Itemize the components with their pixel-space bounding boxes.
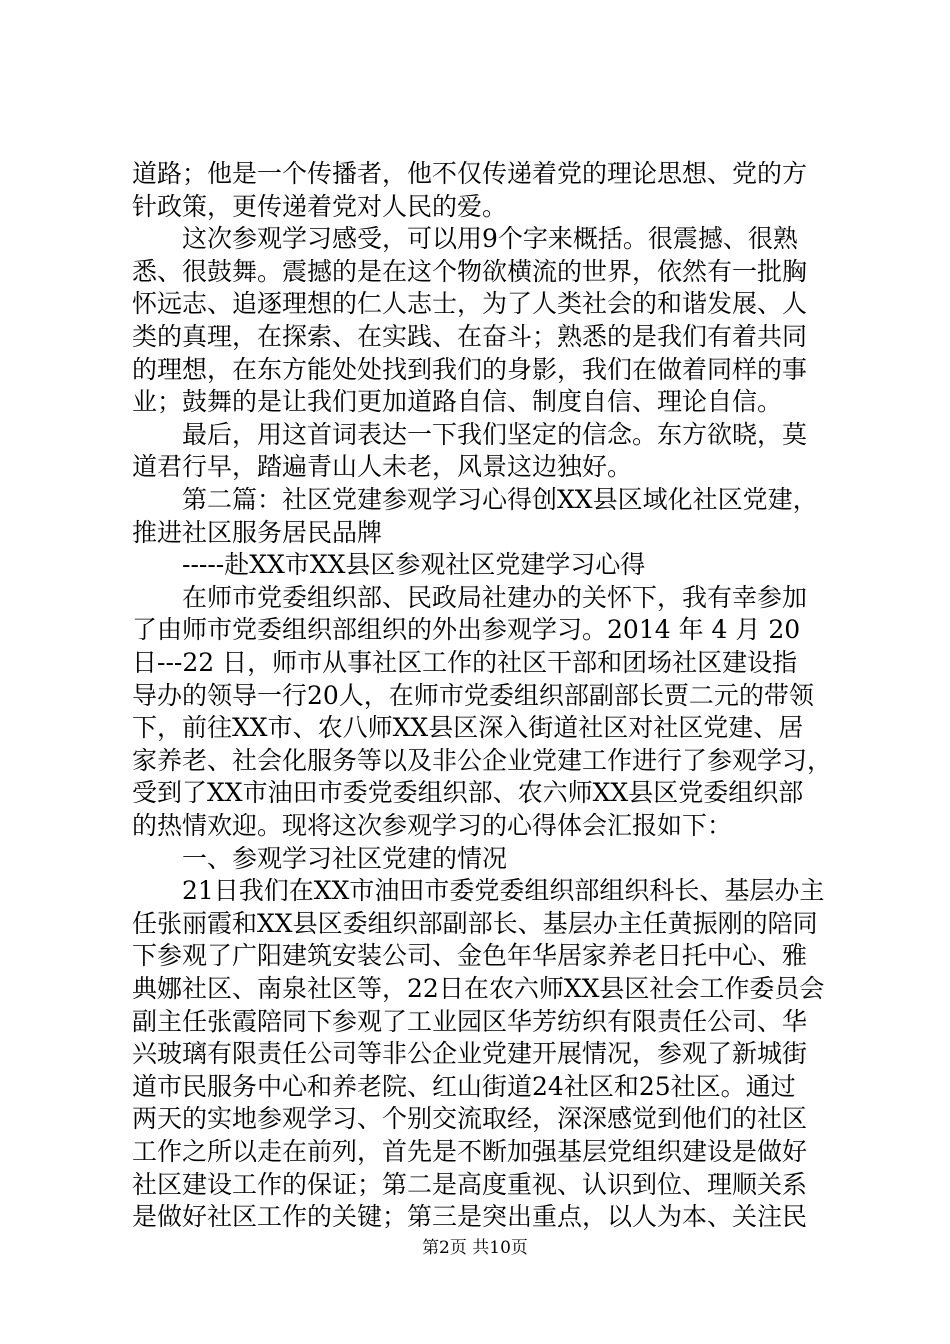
text-line: 悉、很鼓舞。震撼的是在这个物欲横流的世界，依然有一批胸 — [132, 256, 808, 286]
text-line: 社区建设工作的保证；第二是高度重视、认识到位、理顺关系 — [132, 1169, 808, 1199]
text-line: 这次参观学习感受，可以用9个字来概括。很震撼、很熟 — [132, 224, 798, 254]
text-line: 推进社区服务居民品牌 — [132, 517, 383, 547]
text-line: 在师市党委组织部、民政局社建办的关怀下，我有幸参加 — [132, 582, 808, 612]
text-line: 的热情欢迎。现将这次参观学习的心得体会汇报如下： — [132, 811, 733, 840]
text-line: 第二篇：社区党建参观学习心得创XX县区域化社区党建， — [132, 485, 818, 514]
text-line: -----赴XX市XX县区参观社区党建学习心得 — [132, 550, 646, 580]
text-line: 道市民服务中心和养老院、红山街道24社区和25社区。通过 — [132, 1071, 796, 1101]
text-line: 兴玻璃有限责任公司等非公企业党建开展情况，参观了新城街 — [132, 1039, 808, 1069]
text-line: 业；鼓舞的是让我们更加道路自信、制度自信、理论自信。 — [132, 387, 783, 417]
text-line: 两天的实地参观学习、个别交流取经，深深感觉到他们的社区 — [132, 1104, 808, 1134]
text-line: 工作之所以走在前列，首先是不断加强基层党组织建设是做好 — [132, 1137, 808, 1166]
text-line: 受到了XX市油田市委党委组织部、农六师XX县区党委组织部 — [132, 778, 804, 808]
text-line: 最后，用这首词表达一下我们坚定的信念。东方欲晓，莫 — [132, 419, 808, 449]
text-line: 典娜社区、南泉社区等，22日在农六师XX县区社会工作委员会 — [132, 974, 825, 1003]
text-line: 是做好社区工作的关键；第三是突出重点，以人为本、关注民 — [132, 1202, 808, 1232]
text-line: 21日我们在XX市油田市委党委组织部组织科长、基层办主 — [132, 876, 825, 906]
text-line: 家养老、社会化服务等以及非公企业党建工作进行了参观学习， — [132, 745, 833, 775]
text-line: 一、参观学习社区党建的情况 — [132, 843, 508, 873]
text-line: 类的真理，在探索、在实践、在奋斗；熟悉的是我们有着共同 — [132, 322, 808, 351]
text-line: 道路；他是一个传播者，他不仅传递着党的理论思想、党的方 — [132, 159, 808, 188]
text-line: 道君行早，踏遍青山人未老，风景这边独好。 — [132, 452, 633, 482]
text-line: 的理想，在东方能处处找到我们的身影，我们在做着同样的事 — [132, 354, 808, 384]
page-footer: 第2页 共10页 — [422, 1238, 528, 1258]
text-line: 针政策，更传递着党对人民的爱。 — [132, 191, 508, 221]
text-line: 了由师市党委组织部组织的外出参观学习。2014 年 4 月 20 — [132, 615, 801, 645]
text-line: 日---22 日，师市从事社区工作的社区干部和团场社区建设指 — [132, 648, 798, 677]
text-line: 下，前往XX市、农八师XX县区深入街道社区对社区党建、居 — [132, 713, 804, 743]
text-line: 怀远志、追逐理想的仁人志士，为了人类社会的和谐发展、人 — [132, 289, 808, 319]
text-line: 副主任张霞陪同下参观了工业园区华芳纺织有限责任公司、华 — [132, 1006, 808, 1036]
text-line: 下参观了广阳建筑安装公司、金色年华居家养老日托中心、雅 — [132, 941, 808, 971]
text-line: 导办的领导一行20人，在师市党委组织部副部长贾二元的带领 — [132, 680, 814, 710]
text-line: 任张丽霞和XX县区委组织部副部长、基层办主任黄振刚的陪同 — [132, 908, 818, 938]
